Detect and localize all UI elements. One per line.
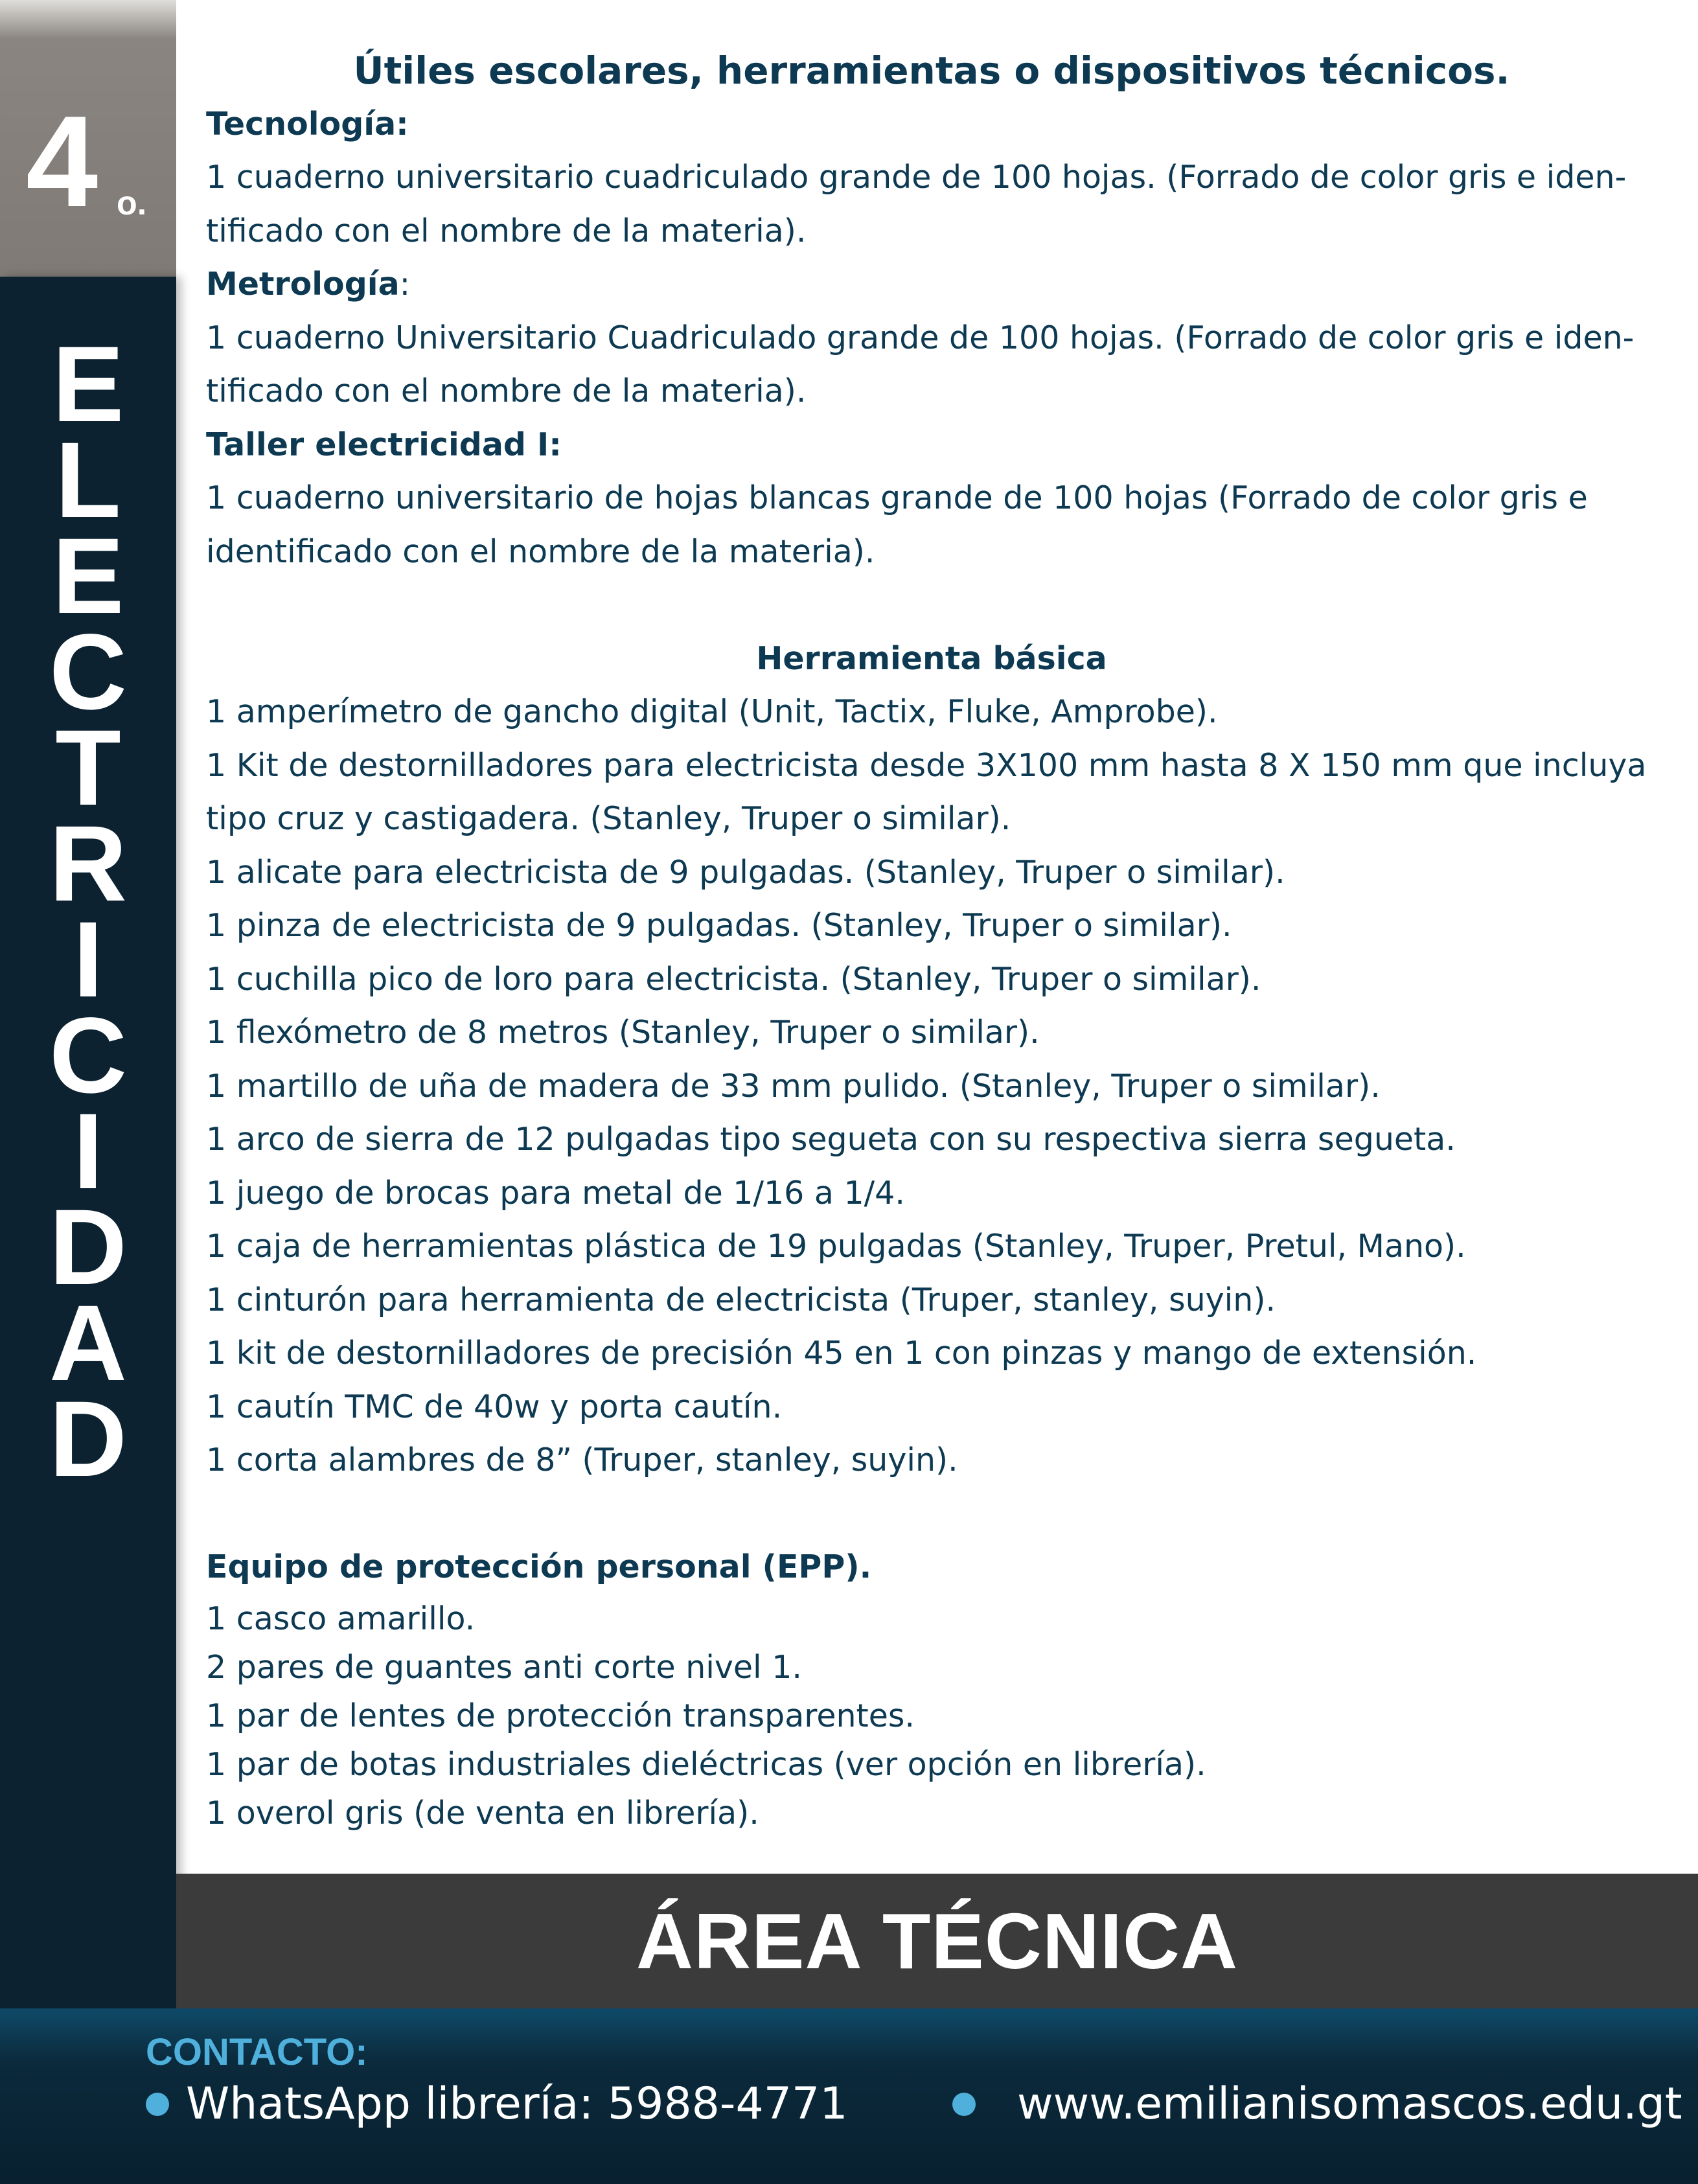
whatsapp-text: WhatsApp librería: 5988-4771 bbox=[186, 2078, 848, 2130]
list-item: 1 par de lentes de protección transparentes. bbox=[206, 1697, 915, 1734]
contact-footer bbox=[0, 2008, 1698, 2184]
list-item: 1 flexómetro de 8 metros (Stanley, Truper o similar). bbox=[206, 1014, 1040, 1051]
section-heading-epp: Equipo de protección personal (EPP). bbox=[206, 1548, 872, 1585]
list-item: 1 caja de herramientas plástica de 19 pulgadas (Stanley, Truper, Pretul, Mano). bbox=[206, 1228, 1466, 1265]
contact-label: CONTACTO: bbox=[146, 2031, 368, 2073]
list-item: 1 cautín TMC de 40w y porta cautín. bbox=[206, 1388, 783, 1425]
list-item: tificado con el nombre de la materia). bbox=[206, 373, 807, 409]
list-item: 1 Kit de destornilladores para electricista desde 3X100 mm hasta 8 X 150 mm que incluya bbox=[206, 746, 1647, 784]
vertical-letter: T bbox=[55, 708, 121, 828]
section-heading-tecnologia: Tecnología: bbox=[206, 105, 409, 143]
supply-list bbox=[206, 44, 1657, 1837]
list-item: 1 cuaderno Universitario Cuadriculado grande de 100 hojas. (Forrado de color gris e iden- bbox=[206, 319, 1635, 356]
list-item: 1 casco amarillo. bbox=[206, 1600, 476, 1637]
vertical-letter: R bbox=[49, 804, 127, 924]
vertical-letter: I bbox=[73, 900, 104, 1020]
vertical-letter: C bbox=[49, 996, 127, 1116]
vertical-letter: A bbox=[49, 1283, 127, 1403]
grade-number: 4 bbox=[26, 89, 98, 234]
list-item: 2 pares de guantes anti corte nivel 1. bbox=[206, 1648, 802, 1686]
list-item: tificado con el nombre de la materia). bbox=[206, 212, 807, 249]
list-item: identificado con el nombre de la materia). bbox=[206, 533, 875, 570]
vertical-letter: E bbox=[52, 325, 124, 444]
website-contact bbox=[952, 2078, 1682, 2130]
bullet-dot-icon bbox=[952, 2093, 976, 2116]
vertical-subject-word bbox=[0, 325, 176, 1499]
list-item: 1 juego de brocas para metal de 1/16 a 1/4. bbox=[206, 1174, 905, 1212]
list-item: 1 kit de destornilladores de precisión 45 en 1 con pinzas y mango de extensión. bbox=[206, 1335, 1477, 1372]
spacer bbox=[206, 579, 1657, 632]
list-item: 1 amperímetro de gancho digital (Unit, Tactix, Fluke, Amprobe). bbox=[206, 693, 1218, 730]
vertical-letter: D bbox=[49, 1188, 127, 1307]
metrologia-heading-text: Metrología bbox=[206, 266, 400, 303]
list-item: 1 martillo de uña de madera de 33 mm pulido. (Stanley, Truper o similar). bbox=[206, 1067, 1381, 1105]
list-item: tipo cruz y castigadera. (Stanley, Truper o similar). bbox=[206, 800, 1011, 837]
metrologia-heading-colon: : bbox=[399, 266, 411, 303]
list-item: 1 corta alambres de 8” (Truper, stanley, suyin). bbox=[206, 1442, 958, 1478]
vertical-letter: C bbox=[49, 612, 127, 732]
list-item: 1 cuaderno universitario de hojas blancas grande de 100 hojas (Forrado de color gris e bbox=[206, 479, 1588, 516]
page-title: Útiles escolares, herramientas o dispositivos técnicos. bbox=[353, 49, 1510, 93]
section-heading-taller: Taller electricidad I: bbox=[206, 426, 562, 463]
list-item: 1 overol gris (de venta en librería). bbox=[206, 1794, 759, 1832]
list-item: 1 alicate para electricista de 9 pulgadas. (Stanley, Truper o similar). bbox=[206, 853, 1285, 891]
area-banner bbox=[176, 1874, 1698, 2008]
vertical-letter: L bbox=[55, 420, 121, 540]
grade-suffix: o. bbox=[117, 185, 147, 222]
bullet-dot-icon bbox=[146, 2093, 169, 2116]
list-item: 1 cuaderno universitario cuadriculado grande de 100 hojas. (Forrado de color gris e iden- bbox=[206, 159, 1627, 196]
list-item: 1 pinza de electricista de 9 pulgadas. (Stanley, Truper o similar). bbox=[206, 907, 1232, 944]
spacer bbox=[206, 1488, 1657, 1541]
website-text: www.emilianisomascos.edu.gt bbox=[1017, 2078, 1682, 2130]
grade-box bbox=[0, 0, 176, 277]
list-item: 1 cinturón para herramienta de electricista (Truper, stanley, suyin). bbox=[206, 1281, 1276, 1318]
whatsapp-contact bbox=[146, 2078, 848, 2130]
list-item: 1 arco de sierra de 12 pulgadas tipo segueta con su respectiva sierra segueta. bbox=[206, 1121, 1456, 1158]
section-heading-herramienta: Herramienta básica bbox=[756, 639, 1107, 677]
banner-title: ÁREA TÉCNICA bbox=[636, 1897, 1239, 1985]
list-item: 1 par de botas industriales dieléctricas (ver opción en librería). bbox=[206, 1745, 1206, 1783]
section-heading-metrologia bbox=[206, 258, 1657, 312]
vertical-letter: E bbox=[52, 516, 124, 636]
vertical-letter: D bbox=[49, 1379, 127, 1499]
list-item: 1 cuchilla pico de loro para electricista. (Stanley, Truper o similar). bbox=[206, 960, 1261, 998]
vertical-letter: I bbox=[73, 1092, 104, 1212]
